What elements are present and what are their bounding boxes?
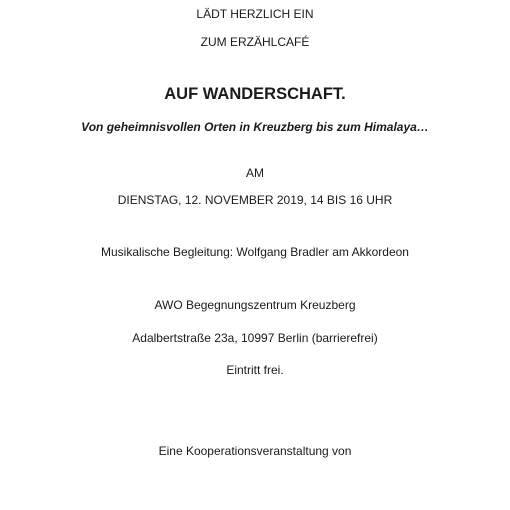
- invitation-line-1: LÄDT HERZLICH EIN: [196, 7, 314, 21]
- venue-name: AWO Begegnungszentrum Kreuzberg: [154, 298, 356, 312]
- invitation-line-2: ZUM ERZÄHLCAFÉ: [200, 35, 310, 49]
- venue-address: Adalbertstraße 23a, 10997 Berlin (barrierefrei): [132, 331, 378, 345]
- music-accompaniment: Musikalische Begleitung: Wolfgang Bradler am Akkordeon: [101, 245, 409, 259]
- cooperation-note: Eine Kooperationsveranstaltung von: [158, 444, 352, 458]
- event-subtitle: Von geheimnisvollen Orten in Kreuzberg bis zum Himalaya…: [81, 120, 429, 134]
- am-label: AM: [246, 166, 264, 180]
- event-datetime: DIENSTAG, 12. NOVEMBER 2019, 14 BIS 16 UHR: [117, 193, 393, 207]
- entry-info: Eintritt frei.: [226, 363, 284, 377]
- event-title: AUF WANDERSCHAFT.: [164, 85, 346, 103]
